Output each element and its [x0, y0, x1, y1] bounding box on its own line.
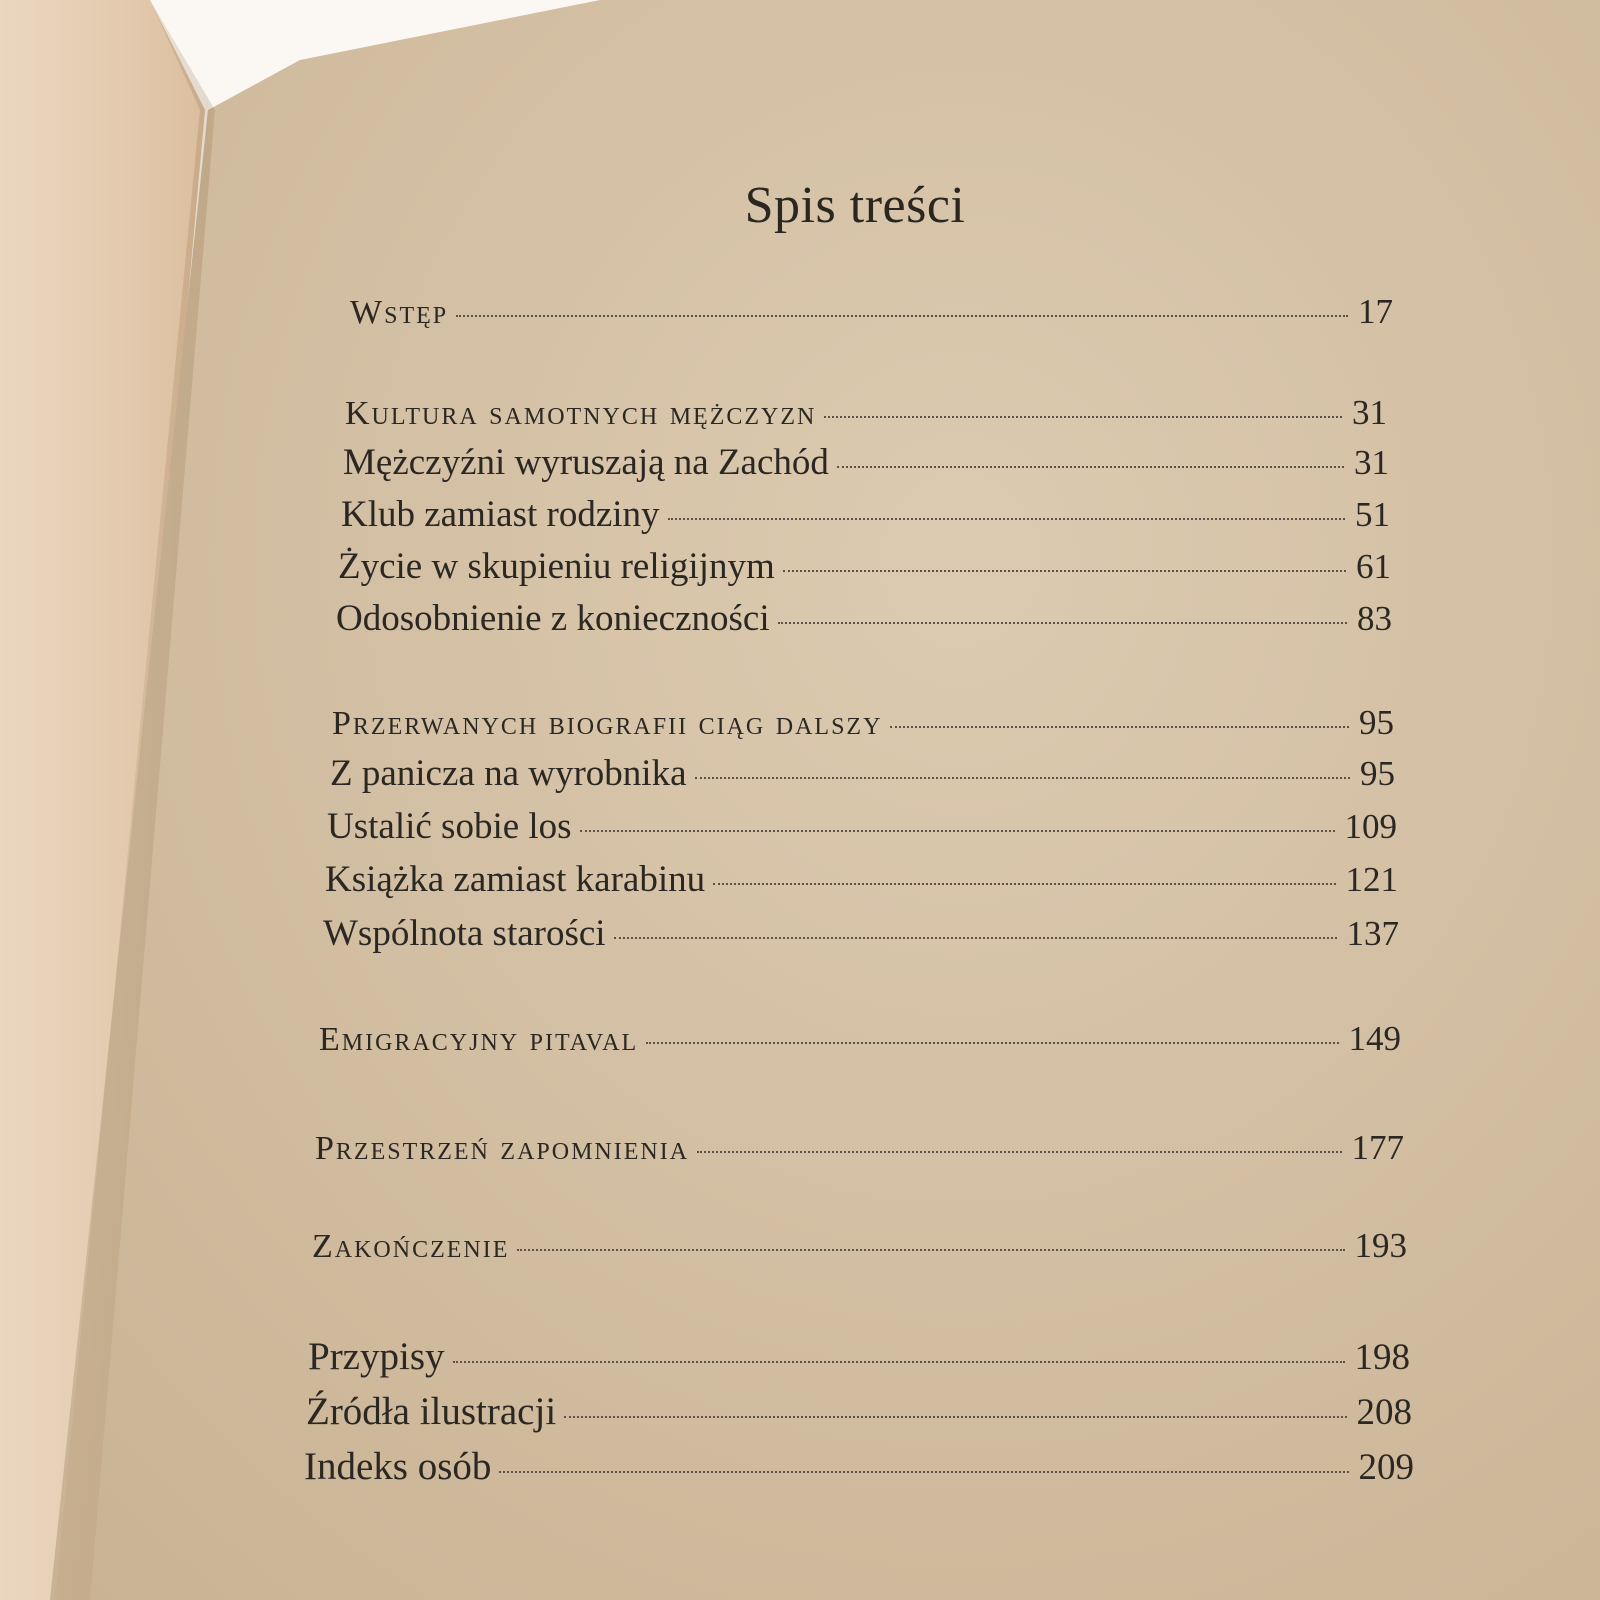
toc-page-number: 31: [1354, 443, 1389, 482]
dot-leader: [783, 570, 1346, 572]
toc-page-number: 109: [1344, 807, 1397, 846]
dot-leader: [614, 937, 1337, 939]
toc-page-number: 149: [1348, 1019, 1401, 1058]
toc-entry-odosobnienie: [336, 597, 1392, 640]
dot-leader: [697, 1151, 1341, 1153]
toc-entry-label: Książka zamiast karabinu: [325, 859, 706, 900]
toc-entry-label: Odosobnienie z konieczności: [336, 598, 770, 639]
toc-entry-zrodla: [306, 1389, 1412, 1434]
toc-entry-klub: [341, 493, 1390, 536]
toc-page-number: 51: [1355, 495, 1390, 534]
dot-leader: [517, 1249, 1344, 1251]
toc-entry-label: Źródła ilustracji: [306, 1390, 557, 1433]
dot-leader: [824, 416, 1342, 418]
toc-entry-label: Indeks osób: [304, 1445, 492, 1488]
toc-entry-label: Przypisy: [308, 1335, 445, 1378]
toc-page-number: 95: [1360, 754, 1395, 793]
toc-entry-label: Emigracyjny pitaval: [319, 1021, 639, 1058]
dot-leader: [499, 1471, 1348, 1473]
toc-entry-label: Ustalić sobie los: [327, 806, 572, 847]
toc-entry-label: Wstęp: [350, 294, 449, 331]
toc-page-number: 95: [1359, 703, 1394, 742]
toc-entry-label: Klub zamiast rodziny: [341, 494, 660, 535]
dot-leader: [564, 1416, 1346, 1418]
toc-page-number: 198: [1354, 1337, 1410, 1378]
toc-page-number: 208: [1356, 1392, 1412, 1433]
toc-entry-indeks: [304, 1444, 1414, 1489]
toc-entry-label: Przerwanych biografii ciąg dalszy: [332, 705, 883, 742]
toc-entry-label: Kultura samotnych mężczyzn: [345, 395, 817, 432]
toc-entry-label: Mężczyźni wyruszają na Zachód: [343, 442, 829, 483]
dot-leader: [668, 518, 1345, 520]
dot-leader: [837, 466, 1344, 468]
toc-entry-ksiazka: [325, 858, 1398, 901]
toc-page-number: 31: [1352, 393, 1387, 432]
toc-entry-wstep: [350, 292, 1393, 332]
toc-entry-zakonczenie: [312, 1226, 1407, 1266]
toc-entry-label: Z panicza na wyrobnika: [330, 753, 687, 794]
toc-entry-label: Zakończenie: [312, 1228, 510, 1265]
dot-leader: [453, 1361, 1345, 1363]
toc-page-number: 177: [1351, 1128, 1404, 1167]
dot-leader: [778, 622, 1347, 624]
toc-entry-label: Przestrzeń zapomnienia: [315, 1130, 690, 1167]
dot-leader: [890, 726, 1349, 728]
toc-entry-zycie: [338, 545, 1391, 588]
toc-page-number: 61: [1356, 547, 1391, 586]
toc-entry-przypisy: [308, 1334, 1410, 1379]
toc-entry-panicza: [330, 752, 1395, 795]
toc-page-number: 83: [1357, 599, 1392, 638]
dot-leader: [713, 883, 1335, 885]
dot-leader: [580, 830, 1335, 832]
toc-entry-label: Wspólnota starości: [323, 913, 606, 954]
dot-leader: [695, 777, 1351, 779]
toc-entry-pitaval: [319, 1019, 1401, 1059]
toc-entry-ustalic: [327, 805, 1397, 848]
toc-entry-przestrzen: [315, 1128, 1404, 1168]
toc-entry-kultura: [345, 393, 1387, 433]
toc-page-number: 209: [1358, 1447, 1414, 1488]
dot-leader: [456, 315, 1348, 317]
toc-entry-label: Życie w skupieniu religijnym: [338, 546, 775, 587]
dot-leader: [646, 1042, 1338, 1044]
toc-entry-przerwanych: [332, 703, 1394, 743]
toc-entry-mezczyzni: [343, 441, 1389, 484]
page-title: Spis treści: [744, 177, 966, 234]
toc-page-number: 121: [1345, 860, 1398, 899]
toc-entry-wspolnota: [323, 912, 1399, 955]
toc-page-number: 137: [1346, 914, 1399, 953]
toc-page-number: 193: [1354, 1226, 1407, 1265]
toc-page-number: 17: [1358, 292, 1393, 331]
